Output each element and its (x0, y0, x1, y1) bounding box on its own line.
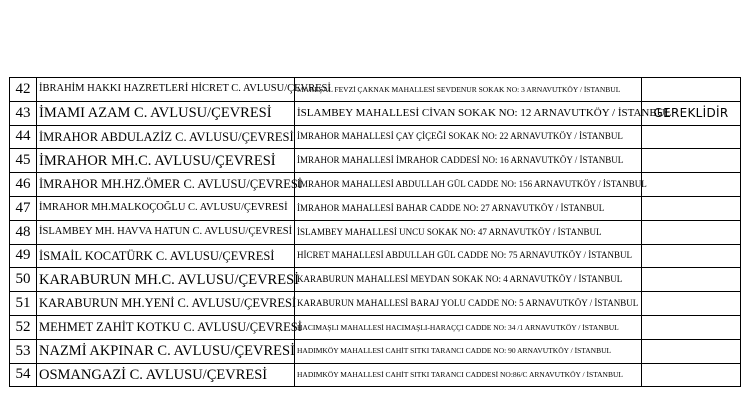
row-number: 52 (10, 315, 37, 339)
address: HADIMKÖY MAHALLESİ CAHİT SITKI TARANCI CADDESİ NO:86/C ARNAVUTKÖY / İSTANBUL (295, 363, 642, 387)
table-row (10, 101, 741, 125)
status (642, 315, 741, 339)
mosque-name: İSMAİL KOCATÜRK C. AVLUSU/ÇEVRESİ (37, 244, 295, 268)
status (642, 78, 741, 102)
table-row (10, 78, 741, 102)
table-row (10, 125, 741, 149)
table-row (10, 339, 741, 363)
status (642, 339, 741, 363)
row-number: 53 (10, 339, 37, 363)
row-number: 42 (10, 78, 37, 102)
table-row (10, 268, 741, 292)
mosque-name: İMRAHOR ABDULAZİZ C. AVLUSU/ÇEVRESİ (37, 125, 295, 149)
row-number: 44 (10, 125, 37, 149)
address: İMRAHOR MAHALLESİ İMRAHOR CADDESİ NO: 16 ARNAVUTKÖY / İSTANBUL (295, 149, 642, 173)
table-row (10, 244, 741, 268)
address: İSLAMBEY MAHALLESİ CİVAN SOKAK NO: 12 ARNAVUTKÖY / İSTANBUL (295, 101, 642, 125)
address: HACIMAŞLI MAHALLESİ HACIMAŞLI-HARAÇÇI CADDE NO: 34 /1 ARNAVUTKÖY / İSTANBUL (295, 315, 642, 339)
status (642, 220, 741, 244)
status: GEREKLİDİR (642, 101, 741, 125)
row-number: 54 (10, 363, 37, 387)
status (642, 363, 741, 387)
mosque-courtyard-table (9, 77, 741, 387)
address: MAREŞAL FEVZİ ÇAKNAK MAHALLESİ SEVDENUR SOKAK NO: 3 ARNAVUTKÖY / İSTANBUL (295, 78, 642, 102)
row-number: 49 (10, 244, 37, 268)
row-number: 48 (10, 220, 37, 244)
row-number: 51 (10, 292, 37, 316)
mosque-name: İMRAHOR MH.C. AVLUSU/ÇEVRESİ (37, 149, 295, 173)
address: KARABURUN MAHALLESİ MEYDAN SOKAK NO: 4 ARNAVUTKÖY / İSTANBUL (295, 268, 642, 292)
mosque-name: İSLAMBEY MH. HAVVA HATUN C. AVLUSU/ÇEVRESİ (37, 220, 295, 244)
address: HADIMKÖY MAHALLESİ CAHİT SITKI TARANCI CADDE NO: 90 ARNAVUTKÖY / İSTANBUL (295, 339, 642, 363)
address: İMRAHOR MAHALLESİ ABDULLAH GÜL CADDE NO: 156 ARNAVUTKÖY / İSTANBUL (295, 173, 642, 197)
row-number: 50 (10, 268, 37, 292)
mosque-name: MEHMET ZAHİT KOTKU C. AVLUSU/ÇEVRESİ (37, 315, 295, 339)
status (642, 196, 741, 220)
row-number: 47 (10, 196, 37, 220)
row-number: 43 (10, 101, 37, 125)
mosque-name: OSMANGAZİ C. AVLUSU/ÇEVRESİ (37, 363, 295, 387)
status (642, 149, 741, 173)
status (642, 292, 741, 316)
mosque-name: NAZMİ AKPINAR C. AVLUSU/ÇEVRESİ (37, 339, 295, 363)
table-row (10, 315, 741, 339)
table-row (10, 292, 741, 316)
address: İMRAHOR MAHALLESİ ÇAY ÇİÇEĞİ SOKAK NO: 22 ARNAVUTKÖY / İSTANBUL (295, 125, 642, 149)
mosque-name: KARABURUN MH.C. AVLUSU/ÇEVRESİ (37, 268, 295, 292)
address: HİCRET MAHALLESİ ABDULLAH GÜL CADDE NO: 75 ARNAVUTKÖY / İSTANBUL (295, 244, 642, 268)
mosque-name: KARABURUN MH.YENİ C. AVLUSU/ÇEVRESİ (37, 292, 295, 316)
status (642, 173, 741, 197)
row-number: 46 (10, 173, 37, 197)
table-body (10, 78, 741, 387)
table-row (10, 149, 741, 173)
row-number: 45 (10, 149, 37, 173)
table-row (10, 220, 741, 244)
mosque-name: İMRAHOR MH.MALKOÇOĞLU C. AVLUSU/ÇEVRESİ (37, 196, 295, 220)
mosque-name: İMAMI AZAM C. AVLUSU/ÇEVRESİ (37, 101, 295, 125)
table-row (10, 173, 741, 197)
status (642, 125, 741, 149)
status (642, 244, 741, 268)
address: İSLAMBEY MAHALLESİ UNCU SOKAK NO: 47 ARNAVUTKÖY / İSTANBUL (295, 220, 642, 244)
address: KARABURUN MAHALLESİ BARAJ YOLU CADDE NO: 5 ARNAVUTKÖY / İSTANBUL (295, 292, 642, 316)
mosque-name: İMRAHOR MH.HZ.ÖMER C. AVLUSU/ÇEVRESİ (37, 173, 295, 197)
address: İMRAHOR MAHALLESİ BAHAR CADDE NO: 27 ARNAVUTKÖY / İSTANBUL (295, 196, 642, 220)
table-row (10, 196, 741, 220)
mosque-name: İBRAHİM HAKKI HAZRETLERİ HİCRET C. AVLUSU/ÇEVRESİ (37, 78, 295, 102)
status (642, 268, 741, 292)
table-row (10, 363, 741, 387)
